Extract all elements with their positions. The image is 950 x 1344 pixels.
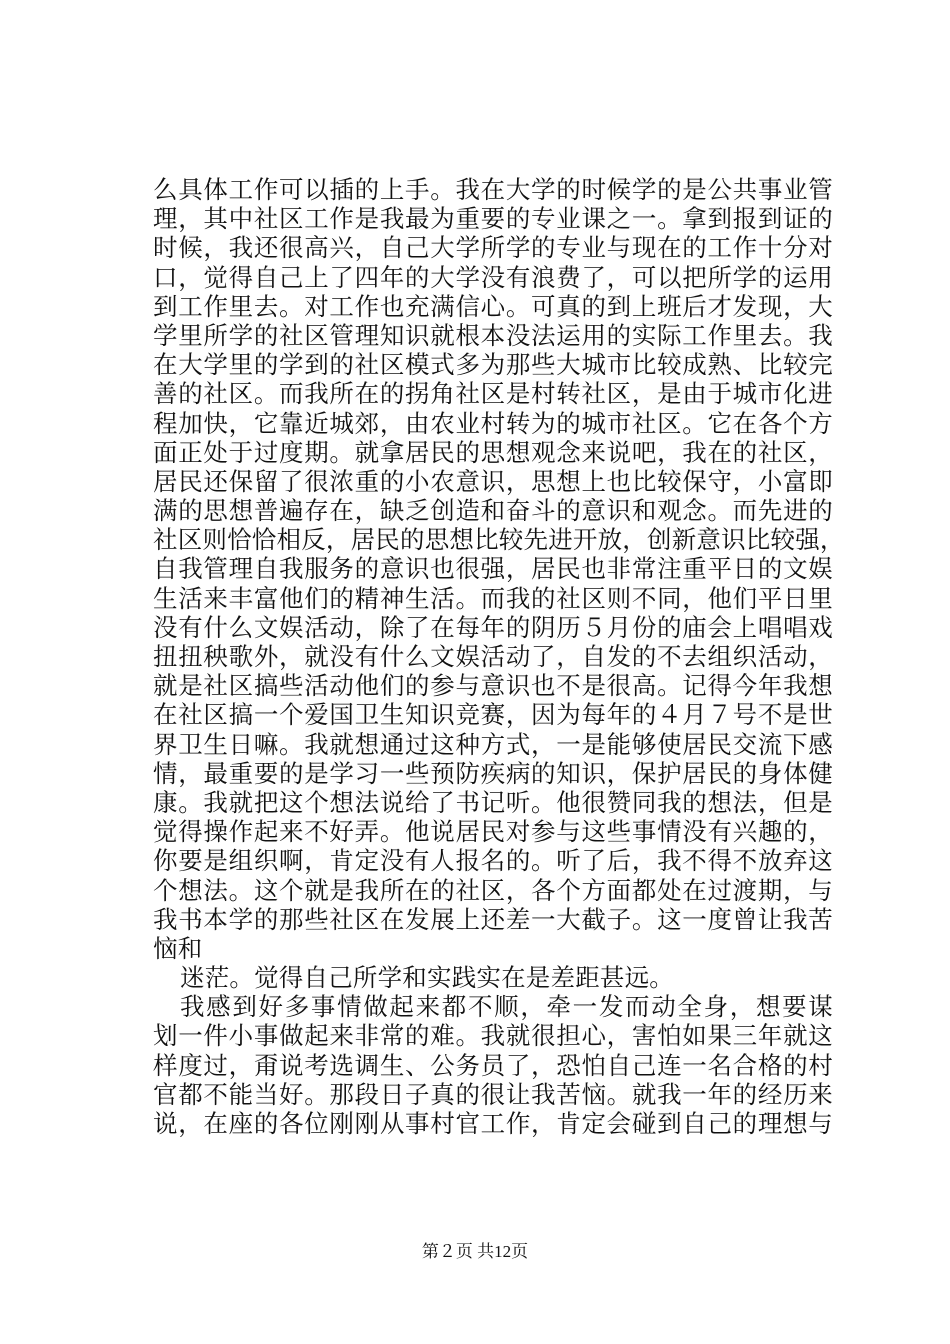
text-line: 在大学里的学到的社区模式多为那些大城市比较成熟、比较完 (153, 350, 833, 380)
text-line: 界卫生日嘛。我就想通过这种方式，一是能够使居民交流下感 (153, 729, 833, 759)
text-line: 口，觉得自己上了四年的大学没有浪费了，可以把所学的运用 (153, 262, 833, 292)
page-number-label: 第２页 共12页 (421, 1242, 529, 1261)
text-line: 程加快，它靠近城郊，由农业村转为的城市社区。它在各个方 (153, 408, 833, 438)
page-footer (0, 1241, 950, 1263)
text-line: 么具体工作可以插的上手。我在大学的时候学的是公共事业管 (153, 175, 833, 204)
text-line: 社区则恰恰相反，居民的思想比较先进开放，创新意识比较强， (153, 525, 845, 555)
text-line: 自我管理自我服务的意识也很强，居民也非常注重平日的文娱 (153, 554, 833, 584)
text-line: 善的社区。而我所在的拐角社区是村转社区，是由于城市化进 (153, 379, 833, 409)
text-line: 到工作里去。对工作也充满信心。可真的到上班后才发现，大 (153, 291, 833, 321)
text-line: 扭扭秧歌外，就没有什么文娱活动了，自发的不去组织活动， (153, 642, 833, 671)
text-line: 觉得操作起来不好弄。他说居民对参与这些事情没有兴趣的， (153, 817, 833, 847)
text-line: 没有什么文娱活动，除了在每年的阴历５月份的庙会上唱唱戏 (153, 612, 833, 642)
text-line: 就是社区搞些活动他们的参与意识也不是很高。记得今年我想 (153, 671, 833, 701)
text-line: 面正处于过度期。就拿居民的思想观念来说吧，我在的社区， (153, 437, 833, 467)
text-line: 满的思想普遍存在，缺乏创造和奋斗的意识和观念。而先进的 (153, 496, 833, 526)
text-line: 理，其中社区工作是我最为重要的专业课之一。拿到报到证的 (153, 204, 833, 234)
text-line: 情，最重要的是学习一些预防疾病的知识，保护居民的身体健 (153, 758, 833, 788)
text-line: 我书本学的那些社区在发展上还差一大截子。这一度曾让我苦 (153, 904, 833, 934)
text-line: 划一件小事做起来非常的难。我就很担心，害怕如果三年就这 (153, 1021, 833, 1051)
body-text (153, 175, 845, 1138)
text-line: 你要是组织啊，肯定没有人报名的。听了后，我不得不放弃这 (153, 846, 833, 876)
text-line: 个想法。这个就是我所在的社区，各个方面都处在过渡期，与 (153, 875, 833, 905)
paragraph-start-line: 我感到好多事情做起来都不顺，牵一发而动全身，想要谋 (180, 992, 833, 1022)
text-line: 生活来丰富他们的精神生活。而我的社区则不同，他们平日里 (153, 583, 833, 613)
text-line: 学里所学的社区管理知识就根本没法运用的实际工作里去。我 (153, 320, 833, 350)
text-line: 官都不能当好。那段日子真的很让我苦恼。就我一年的经历来 (153, 1079, 833, 1109)
text-line: 康。我就把这个想法说给了书记听。他很赞同我的想法，但是 (153, 787, 833, 817)
text-line: 恼和 (153, 933, 203, 963)
text-line: 说，在座的各位刚刚从事村官工作，肯定会碰到自己的理想与 (153, 1109, 833, 1138)
text-line: 在社区搞一个爱国卫生知识竞赛，因为每年的４月７号不是世 (153, 700, 833, 730)
text-line: 时候，我还很高兴，自己大学所学的专业与现在的工作十分对 (153, 233, 833, 263)
text-line: 居民还保留了很浓重的小农意识，思想上也比较保守，小富即 (153, 466, 833, 496)
text-line: 迷茫。觉得自己所学和实践实在是差距甚远。 (180, 963, 674, 993)
text-line: 样度过，甭说考选调生、公务员了，恐怕自己连一名合格的村 (153, 1050, 833, 1080)
